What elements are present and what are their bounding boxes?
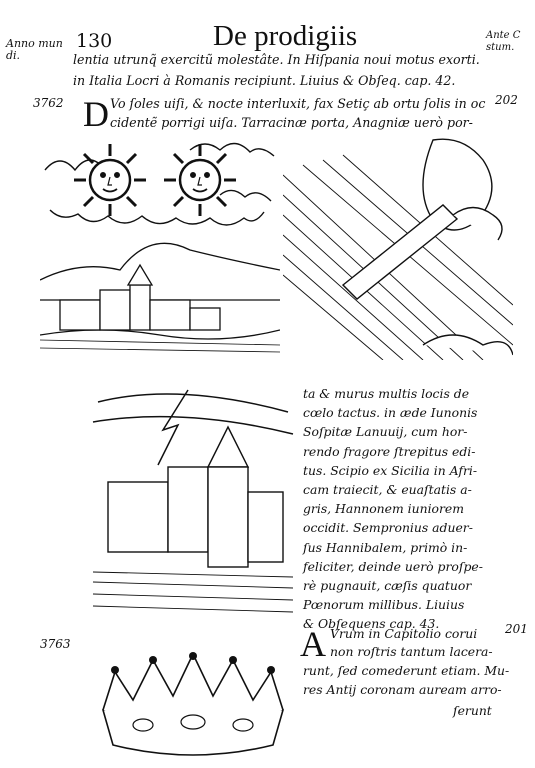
margin-note-anno-mundi [6, 38, 63, 62]
text-line: gris, Hannonem iuniorem [303, 501, 465, 517]
text-line: Pœnorum millibus. Liuius [303, 597, 465, 613]
folio-number: 130 [76, 30, 113, 52]
text-line: runt, ſed comederunt etiam. Mu- [303, 663, 510, 678]
text-line: rendo fragore ſtrepitus edi- [303, 443, 476, 459]
running-title: De prodigiis [213, 20, 358, 52]
woodcut-city-lightning [88, 382, 298, 617]
text-line: & Obſequens cap. 43. [303, 616, 440, 632]
woodcut-two-suns [40, 140, 280, 355]
right-margin-number: 201 [505, 622, 528, 636]
text-line: rè pugnauit, cæſis quatuor [303, 578, 472, 594]
text-column [303, 384, 483, 634]
margin-note-line: di. [6, 49, 21, 62]
text-line: lentia utrunq̃ exercitũ molestâte. In Hiſpania noui motus exorti. [73, 52, 480, 67]
text-line: tus. Scipio ex Sicilia in Afri- [303, 462, 478, 478]
text-line: feliciter, deinde uerò proſpe- [303, 558, 483, 574]
text-line: Vrum in Capitolio corui [330, 626, 478, 641]
right-margin-number: 202 [495, 93, 518, 107]
text-line: Soſpitæ Lanuuij, cum hor- [303, 424, 468, 440]
text-line: occidit. Sempronius aduer- [303, 520, 473, 536]
text-line: cidentẽ porrigi uiſa. Tarracinæ porta, Anagniæ uerò por- [110, 115, 473, 130]
woodcut-golden-crown [93, 650, 293, 758]
year-marker: 3762 [33, 96, 64, 110]
margin-note-ante-christum [486, 30, 520, 54]
text-line: cam traiecit, & euaſtatis a- [303, 482, 472, 498]
text-line: in Italia Locri à Romanis recipiunt. Liuius & Obſeq. cap. 42. [73, 73, 456, 88]
margin-note-line: Ante C [486, 30, 521, 41]
drop-cap: A [300, 624, 326, 664]
text-line: ta & murus multis locis de [303, 386, 470, 401]
text-line: ſus Hannibalem, primò in- [303, 539, 468, 555]
text-line: cœlo tactus. in æde Iunonis [303, 405, 478, 421]
drop-cap: D [83, 94, 109, 134]
text-line: non roſtris tantum lacera- [330, 644, 493, 659]
text-line: res Antij coronam auream arro- [303, 682, 502, 697]
woodcut-fiery-torch [283, 135, 513, 360]
catchword: ſerunt [453, 703, 492, 718]
margin-note-line: Anno mun [6, 37, 63, 50]
text-line: Vo ſoles uiſi, & nocte interluxit, fax Setiç ab ortu ſolis in oc [110, 96, 486, 111]
year-marker: 3763 [40, 637, 71, 651]
margin-note-line: stum. [486, 42, 515, 53]
